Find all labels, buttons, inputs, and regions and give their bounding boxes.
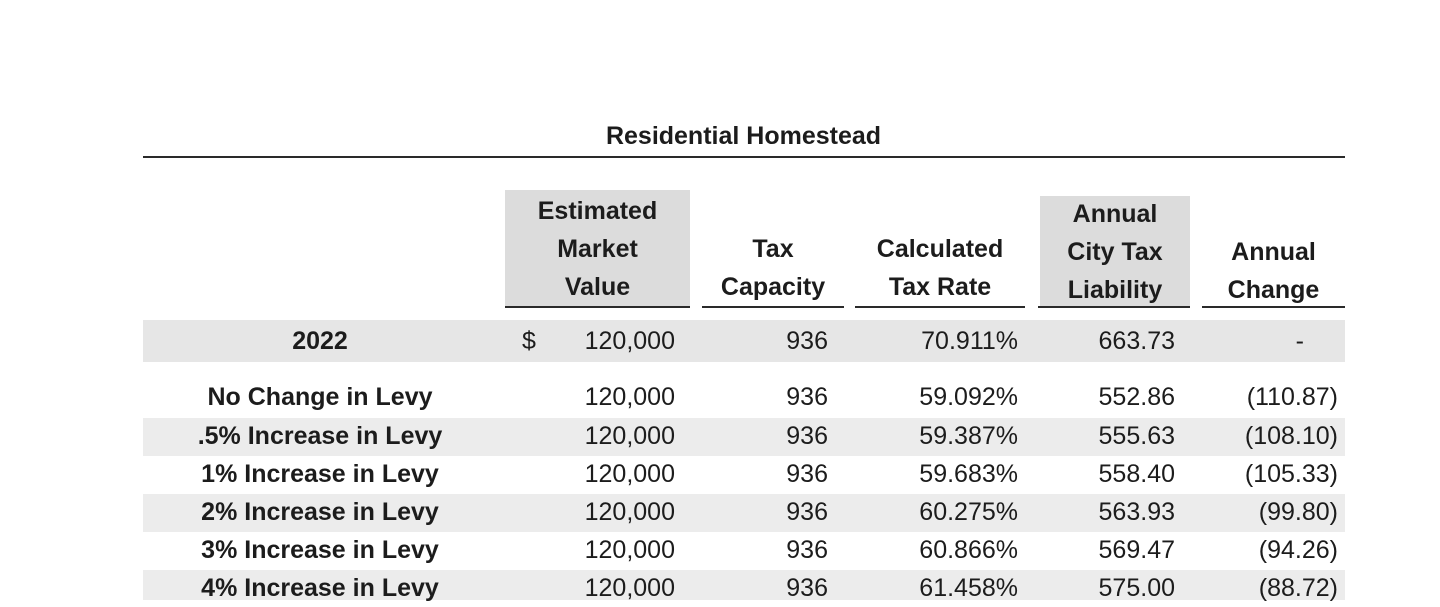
header-liability-line-1: Annual — [1072, 200, 1158, 228]
tax-rate-cell: 59.387% — [919, 422, 1018, 450]
table-row — [0, 455, 1440, 493]
liability-cell: 663.73 — [1098, 327, 1175, 355]
market-value-cell: 120,000 — [584, 383, 675, 411]
header-liability — [1040, 195, 1190, 309]
market-value-cell: 120,000 — [584, 536, 675, 564]
header-annual-change-line-2: Change — [1227, 276, 1320, 304]
market-value-cell: 120,000 — [584, 460, 675, 488]
market-value-underline — [505, 306, 690, 308]
liability-cell: 569.47 — [1098, 536, 1175, 564]
tax-capacity-cell: 936 — [786, 498, 828, 526]
dollar-sign: $ — [522, 327, 536, 355]
annual-change-cell: (108.10) — [1244, 422, 1338, 450]
liability-cell: 555.63 — [1098, 422, 1175, 450]
header-tax-capacity-line-1: Tax — [752, 235, 794, 263]
annual-change-cell: (99.80) — [1258, 498, 1338, 526]
row-label: 3% Increase in Levy — [201, 536, 439, 564]
header-liability-line-2: City Tax — [1067, 238, 1163, 266]
market-value-cell: 120,000 — [584, 327, 675, 355]
market-value-cell: 120,000 — [584, 422, 675, 450]
header-market-value-line-2: Market — [557, 235, 638, 263]
row-label: 2022 — [292, 327, 348, 355]
title-divider — [143, 156, 1345, 158]
annual-change-underline — [1202, 306, 1345, 308]
header-market-value — [505, 192, 690, 306]
annual-change-cell: (110.87) — [1246, 383, 1338, 411]
annual-change-cell: - — [1295, 327, 1304, 355]
header-tax-capacity-line-2: Capacity — [720, 273, 826, 301]
row-label: 4% Increase in Levy — [201, 574, 439, 602]
table-row — [0, 493, 1440, 531]
tax-capacity-underline — [702, 306, 844, 308]
tax-rate-cell: 60.275% — [919, 498, 1018, 526]
liability-cell: 552.86 — [1098, 383, 1175, 411]
annual-change-cell: (88.72) — [1258, 574, 1338, 602]
table-row — [0, 322, 1440, 360]
market-value-cell: 120,000 — [584, 498, 675, 526]
header-tax-rate-line-2: Tax Rate — [888, 273, 992, 301]
table-title: Residential Homestead — [605, 122, 882, 150]
header-annual-change-line-1: Annual — [1231, 238, 1316, 266]
tax-rate-cell: 59.683% — [919, 460, 1018, 488]
row-label: 2% Increase in Levy — [201, 498, 439, 526]
table-row — [0, 378, 1440, 416]
row-label: No Change in Levy — [207, 383, 433, 411]
market-value-cell: 120,000 — [584, 574, 675, 602]
liability-underline — [1038, 306, 1190, 308]
header-tax-rate-line-1: Calculated — [876, 235, 1004, 263]
tax-rate-cell: 59.092% — [919, 383, 1018, 411]
tax-capacity-cell: 936 — [786, 422, 828, 450]
header-market-value-line-3: Value — [564, 273, 631, 301]
header-annual-change — [1202, 233, 1345, 309]
tax-rate-cell: 61.458% — [919, 574, 1018, 602]
liability-cell: 563.93 — [1098, 498, 1175, 526]
tax-rate-underline — [855, 306, 1025, 308]
tax-capacity-cell: 936 — [786, 460, 828, 488]
tax-capacity-cell: 936 — [786, 574, 828, 602]
annual-change-cell: (105.33) — [1244, 460, 1338, 488]
annual-change-cell: (94.26) — [1258, 536, 1338, 564]
tax-capacity-cell: 936 — [786, 536, 828, 564]
table-row — [0, 417, 1440, 455]
liability-cell: 575.00 — [1098, 574, 1175, 602]
table-row — [0, 569, 1440, 607]
tax-capacity-cell: 936 — [786, 327, 828, 355]
header-market-value-line-1: Estimated — [537, 197, 658, 225]
tax-rate-cell: 60.866% — [919, 536, 1018, 564]
header-tax-rate — [855, 230, 1025, 306]
tax-rate-cell: 70.911% — [921, 327, 1018, 355]
row-label: 1% Increase in Levy — [201, 460, 439, 488]
row-label: .5% Increase in Levy — [197, 422, 443, 450]
header-liability-line-3: Liability — [1067, 276, 1163, 304]
tax-capacity-cell: 936 — [786, 383, 828, 411]
liability-cell: 558.40 — [1098, 460, 1175, 488]
table-row — [0, 531, 1440, 569]
header-tax-capacity — [702, 230, 844, 306]
